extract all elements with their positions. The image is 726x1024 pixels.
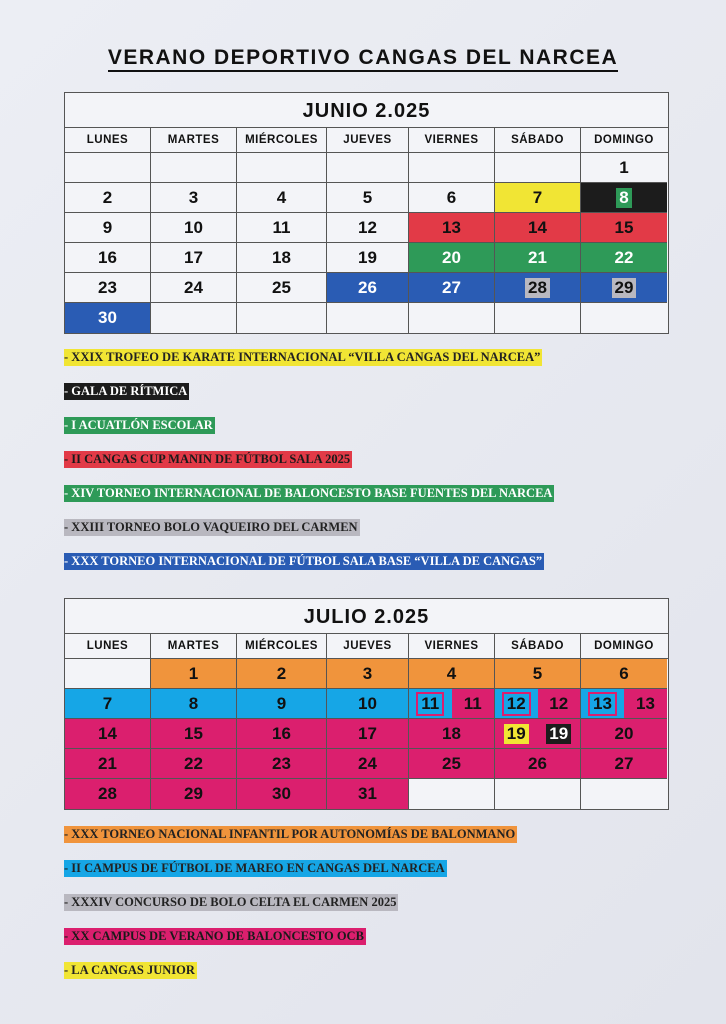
legend-item: - XXXIV CONCURSO DE BOLO CELTA EL CARMEN 2025 [64,895,397,909]
calendar-day [237,243,327,273]
calendar-day [409,689,495,719]
day-header: SÁBADO [495,128,581,152]
day-number: 20 [442,247,461,267]
page-title: VERANO DEPORTIVO CANGAS DEL NARCEA [0,46,726,70]
calendar-day [65,213,151,243]
day-number: 24 [184,277,203,297]
calendar-day [581,213,667,243]
legend-item: - I ACUATLÓN ESCOLAR [64,418,213,432]
day-number: 13 [636,693,655,713]
calendar-day [237,153,327,183]
legend-item: - XXIII TORNEO BOLO VAQUEIRO DEL CARMEN [64,520,358,534]
day-number: 6 [619,663,629,683]
calendar-day [409,779,495,809]
calendar-day [151,749,237,779]
day-number: 11 [463,693,482,713]
calendar-day [151,779,237,809]
calendar-day [151,153,237,183]
calendar-day [65,183,151,213]
day-number: 10 [358,693,377,713]
calendar-day [327,183,409,213]
legend-item: - XX CAMPUS DE VERANO DE BALONCESTO OCB [64,929,364,943]
day-number: 9 [276,693,287,713]
calendar-day [409,243,495,273]
calendar-day [327,273,409,303]
day-number: 12 [358,217,377,237]
split-day-half [495,719,538,748]
day-header: VIERNES [409,634,495,658]
calendar-day [65,153,151,183]
day-number: 18 [442,723,461,743]
calendar-day [237,749,327,779]
calendar-day [151,719,237,749]
calendar-june [64,92,669,334]
split-day-half [538,719,581,748]
calendar-day [151,303,237,333]
calendar-day [409,213,495,243]
calendar-grid-june [65,153,668,333]
split-day [581,689,667,718]
legend-item: - XXX TORNEO INTERNACIONAL DE FÚTBOL SALA BASE “VILLA DE CANGAS” [64,554,543,568]
legend-item: - LA CANGAS JUNIOR [64,963,195,977]
day-number: 14 [98,723,117,743]
calendar-day [151,689,237,719]
calendar-day [409,183,495,213]
day-header: MARTES [151,634,237,658]
calendar-day [151,183,237,213]
calendar-day [581,779,667,809]
calendar-day [65,659,151,689]
day-number: 15 [184,723,203,743]
calendar-day [327,689,409,719]
calendar-day [495,779,581,809]
calendar-day [327,303,409,333]
calendar-day [581,243,667,273]
calendar-day [581,749,667,779]
calendar-day [237,183,327,213]
day-number: 3 [362,663,373,683]
day-number: 28 [98,784,117,803]
calendar-day [581,303,667,333]
day-number: 18 [272,247,291,267]
day-number: 7 [102,693,113,713]
split-day-half [495,689,538,718]
calendar-day [495,719,581,749]
day-number: 15 [614,217,634,237]
day-number: 13 [442,217,461,237]
calendar-day [581,719,667,749]
split-day [495,719,580,748]
calendar-day [237,719,327,749]
day-header: LUNES [65,128,151,152]
day-number: 27 [614,753,634,773]
day-number: 26 [358,277,377,297]
legend-item: - II CANGAS CUP MANIN DE FÚTBOL SALA 2025 [64,452,351,466]
day-number: 17 [358,723,377,743]
calendar-day [581,153,667,183]
day-number: 17 [184,247,203,267]
calendar-day [495,243,581,273]
day-number: 19 [504,724,529,744]
calendar-day [409,749,495,779]
day-number: 19 [546,724,571,744]
calendar-day [237,273,327,303]
calendar-day [65,243,151,273]
day-header: DOMINGO [594,640,654,652]
day-number: 13 [590,694,615,714]
calendar-day [409,153,495,183]
day-number: 4 [446,663,457,683]
calendar-day [65,719,151,749]
day-number: 25 [272,277,291,297]
calendar-day [65,689,151,719]
day-number: 28 [525,278,550,298]
split-day [495,689,580,718]
day-number: 11 [272,217,291,237]
day-number: 12 [549,693,569,713]
legend-item: - XXIX TROFEO DE KARATE INTERNACIONAL “VILLA CANGAS DEL NARCEA” [64,350,541,364]
calendar-day [495,749,581,779]
calendar-day [237,779,327,809]
month-title-july: JULIO 2.025 [65,599,668,634]
day-number: 1 [188,663,199,683]
month-title-june: JUNIO 2.025 [65,93,668,128]
calendar-day [151,243,237,273]
calendar-day [409,303,495,333]
day-number: 26 [528,753,547,773]
day-number: 8 [616,188,631,208]
calendar-day [65,749,151,779]
day-number: 16 [98,247,117,267]
calendar-day [237,689,327,719]
day-header: DOMINGO [594,134,654,146]
day-number: 9 [102,217,113,237]
day-header: MIÉRCOLES [237,634,327,658]
calendar-july [64,598,669,810]
calendar-day [327,243,409,273]
day-header: VIERNES [409,128,495,152]
day-number: 21 [98,753,117,773]
day-header-row-june [65,128,668,153]
split-day-half [409,689,452,718]
day-number: 4 [276,187,287,207]
day-number: 23 [98,277,117,297]
calendar-day [581,689,667,719]
day-number: 10 [184,217,203,237]
day-number: 5 [532,663,543,683]
day-number: 6 [446,187,457,207]
calendar-day [151,273,237,303]
day-number: 8 [188,693,199,713]
calendar-day [327,659,409,689]
day-header: JUEVES [327,128,409,152]
day-number: 14 [528,217,547,237]
day-number: 3 [188,187,199,207]
calendar-day [237,659,327,689]
split-day-half [624,689,667,718]
day-number: 29 [184,784,203,803]
legend-item: - XIV TORNEO INTERNACIONAL DE BALONCESTO BASE FUENTES DEL NARCEA [64,486,553,500]
day-header: MIÉRCOLES [237,128,327,152]
day-number: 2 [276,663,287,683]
day-number: 12 [504,694,529,714]
day-number: 7 [532,187,543,207]
split-day-half [581,689,624,718]
calendar-grid-july [65,659,668,809]
day-number: 27 [442,277,461,297]
calendar-day [581,659,667,689]
calendar-day [495,303,581,333]
calendar-day [581,273,667,303]
day-number: 1 [619,157,629,177]
calendar-day [327,213,409,243]
day-header-row-july [65,634,668,659]
calendar-day [495,273,581,303]
day-number: 22 [614,247,634,267]
day-number: 30 [98,308,117,327]
day-header: JUEVES [327,634,409,658]
day-number: 19 [358,247,377,267]
day-number: 16 [272,723,291,743]
day-header: LUNES [65,634,151,658]
calendar-day [495,183,581,213]
day-number: 24 [358,753,377,773]
calendar-day [581,183,667,213]
legend-item: - XXX TORNEO NACIONAL INFANTIL POR AUTONOMÍAS DE BALONMANO [64,827,516,841]
calendar-day [409,659,495,689]
calendar-day [409,719,495,749]
calendar-day [327,719,409,749]
day-number: 20 [614,723,634,743]
calendar-day [327,779,409,809]
day-number: 5 [362,187,373,207]
day-header: MARTES [151,128,237,152]
calendar-day [237,303,327,333]
day-number: 23 [272,753,291,773]
legend-item: - II CAMPUS DE FÚTBOL DE MAREO EN CANGAS DEL NARCEA [64,861,445,875]
split-day [409,689,494,718]
day-number: 2 [102,187,113,207]
calendar-day [327,749,409,779]
split-day-half [538,689,581,718]
day-number: 25 [442,753,461,773]
calendar-day [495,213,581,243]
calendar-day [327,153,409,183]
legend-item: - GALA DE RÍTMICA [64,384,188,398]
calendar-day [495,659,581,689]
day-number: 22 [184,753,203,773]
day-number: 21 [528,247,547,267]
calendar-day [65,303,151,333]
split-day-half [452,689,495,718]
calendar-day [495,689,581,719]
calendar-day [65,273,151,303]
day-header: SÁBADO [495,634,581,658]
calendar-day [237,213,327,243]
day-number: 30 [272,784,291,803]
day-number: 11 [418,694,442,714]
calendar-day [495,153,581,183]
calendar-day [65,779,151,809]
day-number: 31 [358,784,377,803]
calendar-day [409,273,495,303]
day-number: 29 [612,278,637,298]
calendar-day [151,213,237,243]
calendar-day [151,659,237,689]
